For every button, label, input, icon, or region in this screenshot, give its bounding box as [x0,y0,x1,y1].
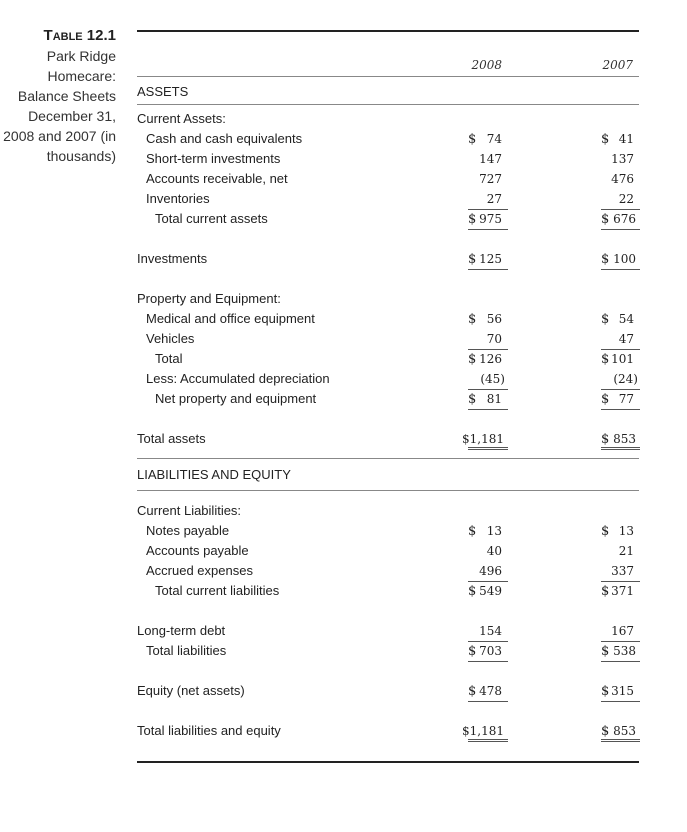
value-2008: 27 [486,192,502,206]
row-label: Total liabilities [146,643,227,658]
value-2007: 21 [618,544,634,558]
table-row [0,189,687,209]
row-label: Total assets [137,431,206,446]
table-row: Investments $ 125 $ 100 [0,249,687,269]
row-label: Accounts receivable, net [146,171,288,186]
value-2007: 337 [611,564,634,578]
value-2008: 70 [486,332,502,346]
row-label: Net property and equipment [155,391,317,406]
caption-line: Homecare: [47,68,116,84]
year-2007-header: 2007 [602,58,633,72]
value-2007: 13 [618,524,634,538]
table-row: Total current assets $ 975 $ 676 [0,209,687,229]
value-2007: 315 [611,684,634,698]
value-2007: (24) [613,372,638,386]
row-label: Cash and cash equivalents [146,131,303,146]
liabilities-rule-bottom [137,490,639,491]
row-label: Accrued expenses [146,563,253,578]
value-2008: $1,181 [462,724,504,738]
caption-line: Balance Sheets [17,88,116,104]
value-2007: 77 [618,392,634,406]
row-label: Investments [137,251,208,266]
value-2008: 56 [486,312,502,326]
table-row: Net property and equipment $ 81 $ 77 [0,389,687,409]
bottom-rule [137,761,639,763]
table-row: Total liabilities and equity $1,181 $ 853 [0,721,687,741]
row-label: Current Assets: [137,111,226,126]
row-label: Total liabilities and equity [137,723,281,738]
table-row [0,621,687,641]
header-rule [137,76,639,77]
table-row: Total current liabilities $ 549 $ 371 [155,583,634,599]
value-2007: 853 [613,432,636,446]
value-2007: 41 [618,132,634,146]
value-2008: 125 [479,252,502,266]
value-2008: 147 [479,152,502,166]
value-2007: 47 [618,332,634,346]
row-label: Vehicles [146,331,195,346]
value-2008: 81 [486,392,502,406]
row-label: Short-term investments [146,151,281,166]
liabilities-equity-heading: LIABILITIES AND EQUITY [137,467,291,482]
table-row [0,561,687,581]
value-2008: (45) [480,372,505,386]
table-number: Table 12.1 [43,27,116,44]
liabilities-rule-top [137,458,639,459]
value-2007: 676 [613,212,636,226]
row-label: Less: Accumulated depreciation [146,371,330,386]
assets-rule [137,104,639,105]
value-2007: 476 [611,172,634,186]
caption-line: December 31, [28,108,116,124]
value-2008: 74 [486,132,502,146]
row-label: Total current assets [155,211,268,226]
table-row [0,501,687,521]
caption-line: 2008 and 2007 (in [3,128,116,144]
caption-line: thousands) [46,148,116,164]
row-label: Total [155,351,183,366]
table-row [0,329,687,349]
table-row: Notes payable $ 13 $ 13 [146,523,634,539]
table-row: Total liabilities $ 703 $ 538 [0,641,687,661]
table-row [0,369,687,389]
row-label: Equity (net assets) [137,683,245,698]
year-2008-header: 2008 [471,58,502,72]
value-2008: 975 [479,212,502,226]
top-rule [137,30,639,32]
row-label: Inventories [146,191,210,206]
row-label: Total current liabilities [155,583,280,598]
value-2007: 853 [613,724,636,738]
value-2008: 496 [479,564,502,578]
table-row: Equity (net assets) $ 478 $ 315 [0,681,687,701]
table-row: Cash and cash equivalents $ 74 $ 41 [146,131,634,147]
value-2008: 40 [486,544,502,558]
value-2007: 101 [611,352,634,366]
value-2008: 154 [479,624,502,638]
caption-line: Park Ridge [46,48,116,64]
table-row: Total assets $1,181 $ 853 [0,429,687,449]
row-label: Property and Equipment: [137,291,281,306]
value-2007: 538 [613,644,636,658]
value-2008: 126 [479,352,502,366]
value-2007: 137 [611,152,634,166]
value-2008: $1,181 [462,432,504,446]
value-2007: 167 [611,624,634,638]
value-2008: 549 [479,584,502,598]
table-row [0,149,687,169]
row-label: Accounts payable [146,543,249,558]
row-label: Notes payable [146,523,230,538]
value-2008: 727 [479,172,502,186]
table-row [0,109,687,129]
table-row [0,541,687,561]
table-row: Medical and office equipment $ 56 $ 54 [146,311,634,327]
row-label: Long-term debt [137,623,226,638]
value-2007: 54 [618,312,634,326]
value-2008: 13 [486,524,502,538]
assets-heading: ASSETS [137,84,189,99]
table-row: Total $ 126 $ 101 [155,351,634,367]
value-2007: 100 [613,252,636,266]
value-2007: 371 [611,584,634,598]
value-2007: 22 [618,192,634,206]
table-row [0,169,687,189]
value-2008: 478 [479,684,502,698]
row-label: Current Liabilities: [137,503,242,518]
table-row [0,289,687,309]
value-2008: 703 [479,644,502,658]
row-label: Medical and office equipment [146,311,315,326]
